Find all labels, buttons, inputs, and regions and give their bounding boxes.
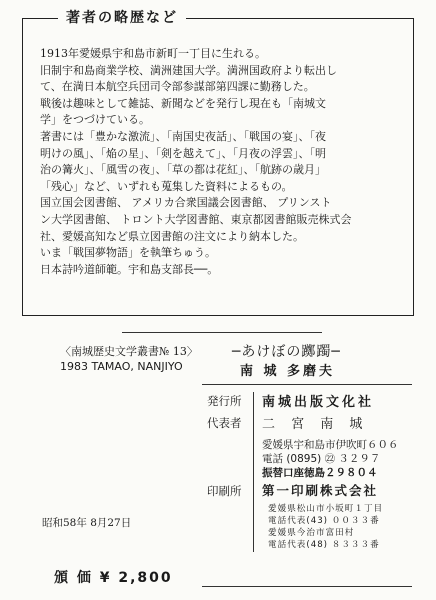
printer-phone-2: 電話代表(48) ８３３３番 xyxy=(268,540,380,550)
bio-line: 「残心」など、いずれも蒐集した資料によるもの。 xyxy=(40,179,293,193)
bio-line: 社、愛媛高知など県立図書館の注文により納本した。 xyxy=(40,229,304,243)
printer-phone-1: 電話代表(43) ００３３番 xyxy=(268,516,380,526)
printer-label: 印刷所 xyxy=(207,484,242,498)
copyright-line: 1983 TAMAO, NANJIYO xyxy=(60,360,183,373)
printer-address-2: 愛媛県今治市富田村 xyxy=(268,528,355,538)
publisher-phone: 電話 (0895) ㉒ ３２９７ xyxy=(262,453,381,465)
divider xyxy=(122,332,322,333)
publisher-name: 南城出版文化社 xyxy=(262,395,375,410)
series-label: 〈南城歴史文学叢書№ 13〉 xyxy=(60,345,198,358)
bio-line: いま「戦国夢物語」を執筆ちゅう。 xyxy=(40,246,216,260)
printer-address-1: 愛媛県松山市小坂町１丁目 xyxy=(268,504,384,514)
publisher-label: 発行所 xyxy=(207,394,242,408)
bio-line: 学」をつづけている。 xyxy=(40,113,150,127)
publication-date: 昭和58年 8月27日 xyxy=(42,517,132,529)
price: 頒 価 ¥ 2,800 xyxy=(54,570,173,586)
bio-line: 旧制宇和島商業学校、満洲建国大学。満洲国政府より転出し xyxy=(40,63,337,77)
bio-line: 著書には「豊かな激流」、「南国史夜話」、「戦国の宴」、「夜 xyxy=(40,129,326,143)
bio-line: 1913年愛媛県宇和島市新町一丁目に生れる。 xyxy=(40,47,266,60)
colophon-divider xyxy=(253,392,254,552)
colophon-top-rule xyxy=(202,384,412,385)
printer-name: 第一印刷株式会社 xyxy=(262,483,379,498)
bio-line: 国立国会図書館、 アメリカ合衆国議会図書館、 プリンスト xyxy=(40,196,332,210)
bio-line: 戦後は趣味として雑誌、新聞などを発行し現在も「南城文 xyxy=(40,96,326,110)
bio-line: 明けの風」、「焔の星」、「剣を越えて」、「月夜の浮雲」、「明 xyxy=(40,146,326,160)
representative-name: 二 宮 南 城 xyxy=(262,417,369,432)
bio-title: 著者の略歴など xyxy=(58,8,186,28)
representative-label: 代表者 xyxy=(207,416,242,430)
author-name: 南 城 多磨夫 xyxy=(240,364,336,379)
bio-line: ン大学図書館、 トロント大学図書館、東京都図書館販売株式会 xyxy=(40,212,352,226)
transfer-account: 振替口座徳島２９８０４ xyxy=(262,467,378,479)
bio-line: て、在満日本航空兵団司令部参謀部第四課に勤務した。 xyxy=(40,80,315,94)
bio-line: 治の篝火」、「風雪の夜」、「草の都は花紅」、「航跡の歳月」 xyxy=(40,163,326,177)
publisher-address: 愛媛県宇和島市伊吹町６０６ xyxy=(262,439,399,451)
bottom-rule xyxy=(202,586,412,587)
bio-text xyxy=(40,46,400,278)
book-title: ─あけぼの躑躅─ xyxy=(232,344,341,360)
bio-line: 日本詩吟道師範。宇和島支部長──。 xyxy=(40,262,219,276)
